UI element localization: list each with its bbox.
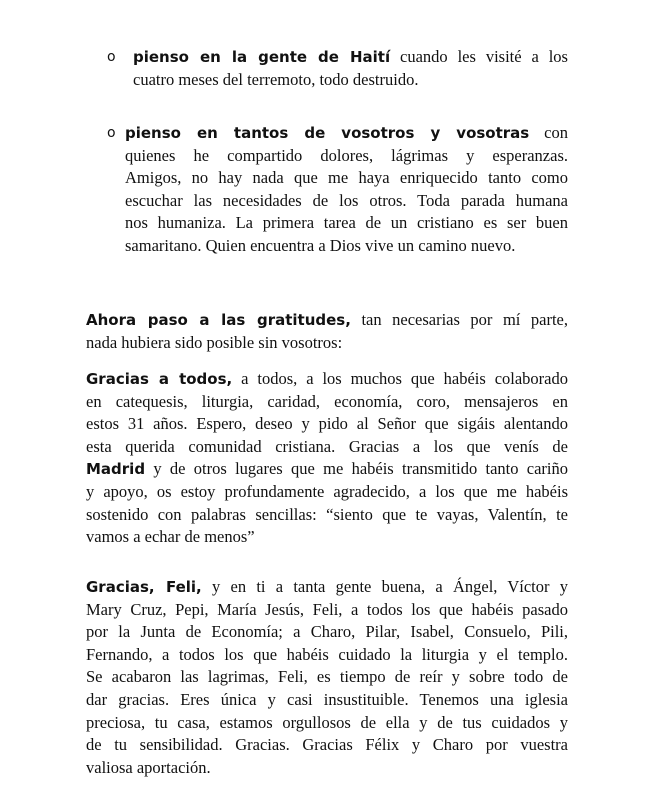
bullet-text: con bbox=[529, 123, 569, 142]
bullet-text: samaritano. Quien encuentra a Dios vive un camino nuevo. bbox=[125, 235, 516, 255]
paragraph-gracias-feli bbox=[86, 576, 568, 779]
bullet-text: quienes he compartido dolores, lágrimas y esperanzas. bbox=[125, 145, 568, 165]
paragraph-text: valiosa aportación. bbox=[86, 757, 211, 777]
paragraph-lead: Gracias, Feli, bbox=[86, 578, 202, 596]
bullet-text: cuando les visité a los bbox=[390, 47, 568, 66]
bullet-text: escuchar las necesidades de los otros. Toda parada humana bbox=[125, 190, 568, 210]
paragraph-text: Mary Cruz, Pepi, María Jesús, Feli, a todos los que habéis pasado bbox=[86, 599, 568, 619]
bullet-marker: o bbox=[107, 49, 116, 65]
paragraph-gracias-todos bbox=[86, 368, 568, 549]
bullet-text: nos humaniza. La primera tarea de un cristiano es ser buen bbox=[125, 213, 568, 233]
paragraph-text: Se acabaron las lagrimas, Feli, es tiempo de reír y sobre todo de bbox=[86, 667, 568, 687]
paragraph-text: y en ti a tanta gente buena, a Ángel, Víctor y bbox=[201, 577, 568, 596]
paragraph-text: dar gracias. Eres única y casi insustituible. Tenemos una iglesia bbox=[86, 689, 568, 709]
bullet-text: cuatro meses del terremoto, todo destruido. bbox=[133, 69, 419, 89]
paragraph-text: preciosa, tu casa, estamos orgullosos de ella y de tus cuidados y bbox=[86, 712, 568, 732]
paragraph-lead: Ahora paso a las gratitudes, bbox=[86, 311, 351, 329]
paragraph-text: tan necesarias por mí parte, bbox=[350, 310, 568, 329]
bullet-lead: pienso en la gente de Haití bbox=[133, 48, 391, 66]
paragraph-text: vamos a echar de menos” bbox=[86, 527, 255, 547]
paragraph-text: en catequesis, liturgia, caridad, economía, coro, mensajeros en bbox=[86, 391, 568, 411]
paragraph-text: y de otros lugares que me habéis transmitido tanto cariño bbox=[145, 459, 568, 479]
paragraph-emphasis-madrid: Madrid bbox=[86, 460, 146, 479]
paragraph-text: esta querida comunidad cristiana. Gracias a los que venís de bbox=[86, 436, 568, 456]
paragraph-text: Fernando, a todos los que habéis cuidado la liturgia y el templo. bbox=[86, 644, 568, 664]
bullet-item-haiti bbox=[133, 46, 568, 91]
bullet-text: Amigos, no hay nada que me haya enriquecido tanto como bbox=[125, 168, 568, 188]
paragraph-text: nada hubiera sido posible sin vosotros: bbox=[86, 332, 343, 352]
bullet-marker: o bbox=[107, 125, 116, 141]
paragraph-text: y apoyo, os estoy profundamente agradecido, a los que me habéis bbox=[86, 481, 568, 501]
paragraph-lead: Gracias a todos, bbox=[86, 370, 233, 388]
bullet-lead: pienso en tantos de vosotros y vosotras bbox=[125, 124, 530, 142]
paragraph-text: estos 31 años. Espero, deseo y pido al Señor que sigáis alentando bbox=[86, 414, 568, 434]
paragraph-text: sostenido con palabras sencillas: “siento que te vayas, Valentín, te bbox=[86, 504, 568, 524]
paragraph-text: a todos, a los muchos que habéis colaborado bbox=[232, 369, 568, 388]
paragraph-text: por la Junta de Economía; a Charo, Pilar, Isabel, Consuelo, Pili, bbox=[86, 622, 568, 642]
bullet-item-vosotros bbox=[125, 122, 568, 258]
paragraph-text: de tu sensibilidad. Gracias. Gracias Félix y Charo por vuestra bbox=[86, 735, 568, 755]
paragraph-gratitudes bbox=[86, 309, 568, 354]
